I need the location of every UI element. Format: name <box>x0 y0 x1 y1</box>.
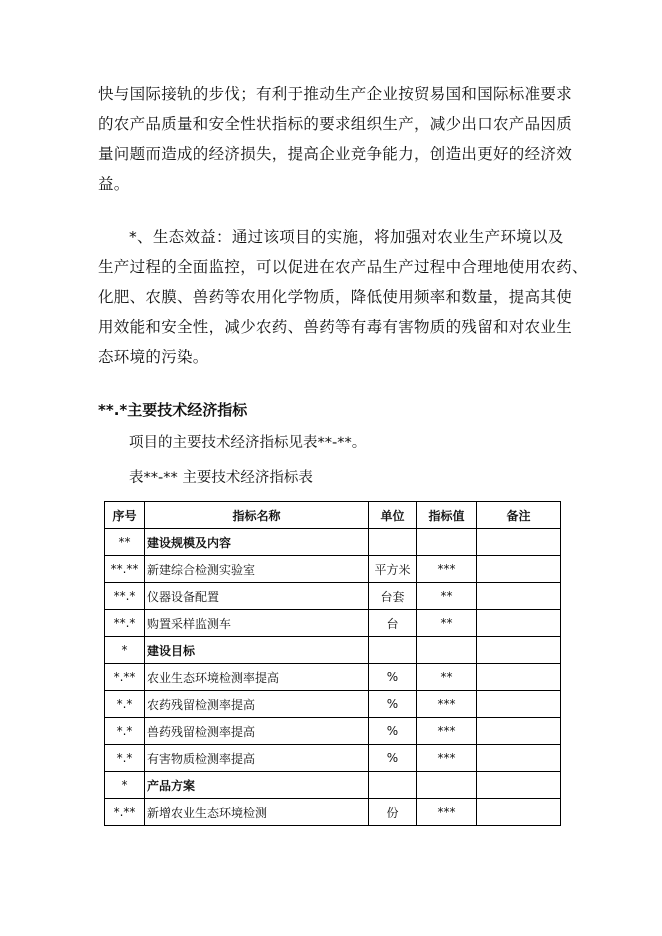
table-row <box>105 637 561 664</box>
table-cell <box>369 772 417 799</box>
table-row <box>105 556 561 583</box>
table-cell: **.* <box>105 583 145 610</box>
table-cell: 新增农业生态环境检测 <box>145 799 369 826</box>
table-row <box>105 718 561 745</box>
table-cell: *.* <box>105 691 145 718</box>
table-caption: 表**-** 主要技术经济指标表 <box>129 470 313 486</box>
table-cell: *** <box>417 556 477 583</box>
table-cell: 份 <box>369 799 417 826</box>
indicator-table <box>104 501 561 826</box>
table-cell: ** <box>417 664 477 691</box>
paragraph-line: 态环境的污染。 <box>98 348 209 366</box>
paragraph-line: 益。 <box>98 175 130 193</box>
table-cell: 产品方案 <box>145 772 369 799</box>
table-cell: ** <box>105 529 145 556</box>
table-cell: 建设规模及内容 <box>145 529 369 556</box>
table-cell <box>477 556 561 583</box>
table-cell: 仪器设备配置 <box>145 583 369 610</box>
table-cell <box>477 529 561 556</box>
table-cell: **.* <box>105 610 145 637</box>
paragraph-line: 化肥、农膜、兽药等农用化学物质，降低使用频率和数量，提高其使 <box>98 288 573 306</box>
table-cell: *.** <box>105 799 145 826</box>
paragraph-line: 量问题而造成的经济损失，提高企业竞争能力，创造出更好的经济效 <box>98 145 573 163</box>
table-header-row <box>105 502 561 529</box>
table-cell: 台 <box>369 610 417 637</box>
header-cell: 单位 <box>369 502 417 529</box>
header-cell: 指标值 <box>417 502 477 529</box>
table-cell <box>477 583 561 610</box>
table-cell: % <box>369 664 417 691</box>
table-cell: **.** <box>105 556 145 583</box>
table-cell: *.** <box>105 664 145 691</box>
table-row <box>105 583 561 610</box>
table-cell <box>477 637 561 664</box>
table-cell: *** <box>417 745 477 772</box>
table-cell <box>417 529 477 556</box>
paragraph-line: 用效能和安全性，减少农药、兽药等有毒有害物质的残留和对农业生 <box>98 318 573 336</box>
table-cell: 农业生态环境检测率提高 <box>145 664 369 691</box>
header-cell: 序号 <box>105 502 145 529</box>
table-cell: 平方米 <box>369 556 417 583</box>
table-row <box>105 610 561 637</box>
table-cell <box>477 745 561 772</box>
header-cell: 备注 <box>477 502 561 529</box>
economic-benefit-paragraph <box>98 79 572 199</box>
table-cell: *.* <box>105 745 145 772</box>
table-row <box>105 691 561 718</box>
header-cell: 指标名称 <box>145 502 369 529</box>
table-cell: *** <box>417 799 477 826</box>
table-row <box>105 772 561 799</box>
table-cell <box>477 799 561 826</box>
table-row <box>105 745 561 772</box>
section-heading: **.*主要技术经济指标 <box>98 401 248 419</box>
paragraph-line: *、生态效益：通过该项目的实施，将加强对农业生产环境以及 <box>129 228 564 246</box>
table-cell: 农药残留检测率提高 <box>145 691 369 718</box>
table-cell: % <box>369 718 417 745</box>
paragraph-line: 的农产品质量和安全性状指标的要求组织生产，减少出口农产品因质 <box>98 115 573 133</box>
table-row <box>105 664 561 691</box>
table-cell: *** <box>417 691 477 718</box>
table-cell <box>477 718 561 745</box>
paragraph-line: 快与国际接轨的步伐；有利于推动生产企业按贸易国和国际标准要求 <box>98 85 573 103</box>
table-cell <box>477 664 561 691</box>
table-cell <box>477 610 561 637</box>
table-cell <box>369 529 417 556</box>
table-cell: 兽药残留检测率提高 <box>145 718 369 745</box>
table-cell: 购置采样监测车 <box>145 610 369 637</box>
intro-text: 项目的主要技术经济指标见表**-**。 <box>129 435 367 451</box>
table-cell: 建设目标 <box>145 637 369 664</box>
table-cell: * <box>105 772 145 799</box>
table-cell: % <box>369 745 417 772</box>
table-cell: * <box>105 637 145 664</box>
table-cell <box>477 772 561 799</box>
ecological-benefit-paragraph <box>98 222 588 372</box>
table-cell <box>369 637 417 664</box>
table-cell: ** <box>417 610 477 637</box>
table-cell: 新建综合检测实验室 <box>145 556 369 583</box>
table-cell <box>417 772 477 799</box>
paragraph-line: 生产过程的全面监控，可以促进在农产品生产过程中合理地使用农药、 <box>98 258 588 276</box>
table-row <box>105 799 561 826</box>
table-cell: ** <box>417 583 477 610</box>
table-cell: 台套 <box>369 583 417 610</box>
table-cell: 有害物质检测率提高 <box>145 745 369 772</box>
table-cell: % <box>369 691 417 718</box>
table-cell <box>477 691 561 718</box>
table-cell: *** <box>417 718 477 745</box>
table-cell <box>417 637 477 664</box>
table-cell: *.* <box>105 718 145 745</box>
table-row <box>105 529 561 556</box>
